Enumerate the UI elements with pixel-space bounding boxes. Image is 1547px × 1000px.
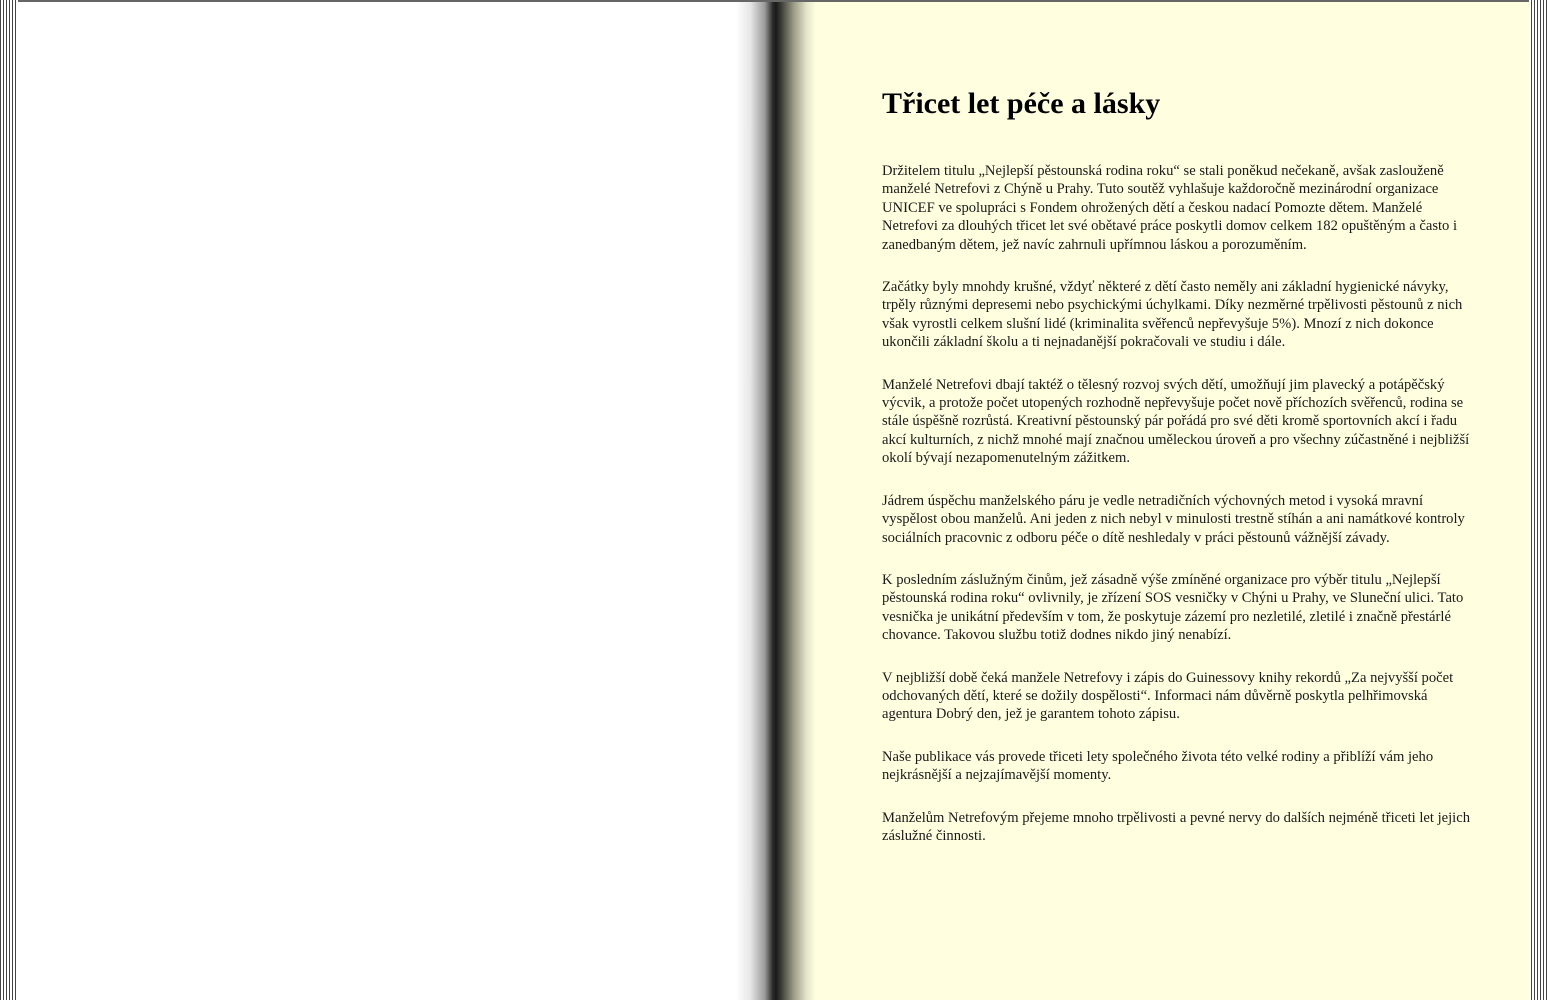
article-paragraph: K posledním záslužným činům, jež zásadně výše zmíněné organizace pro výběr titulu „Nejlepší pěstounská rodina roku“ ovlivnily, je zřízení SOS vesničky v Chýni u Prahy, ve Sluneční ulici. Tato vesnička je unikátní především v tom, že poskytuje zázemí pro nezletilé, zletilé i značně přestárlé chovance. Takovou službu totiž dodnes nikdo jiný nenabízí. — [882, 571, 1464, 644]
article-paragraph: Držitelem titulu „Nejlepší pěstounská rodina roku“ se stali poněkud nečekaně, avšak zaslouženě manželé Netrefovi z Chýně u Prahy. Tuto soutěž vyhlašuje každoročně mezinárodní organizace UNICEF ve spolupráci s Fondem ohrožených dětí a českou nadací Pomozte dětem. Manželé Netrefovi za dlouhých třicet let své obětavé práce poskytli domov celkem 182 opuštěným a často i zanedbaným dětem, jež navíc zahrnuli upřímnou láskou a porozuměním. — [882, 163, 1458, 253]
article-paragraph: Manželé Netrefovi dbají taktéž o tělesný rozvoj svých dětí, umožňují jim plavecký a potápěčský výcvik, a protože počet utopených rozhodně nepřevyšuje počet nově příchozích svěřenců, rodina se stále úspěšně rozrůstá. Kreativní pěstounský pár pořádá pro své děti kromě sportovních akcí i řadu akcí kulturních, z nichž mnohé mají značnou uměleckou úroveň a pro všechny zúčastněné i nejbližší okolí bývají nezapomenutelným zážitkem. — [882, 376, 1470, 467]
article-content — [882, 84, 1472, 869]
left-page-edges — [0, 0, 18, 1000]
article-paragraph: Začátky byly mnohdy krušné, vždyť některé z dětí často neměly ani základní hygienické návyky, trpěly různými depresemi nebo psychickými úchylkami. Díky nezměrné trpělivosti pěstounů z nich však vyrostli celkem slušní lidé (kriminalita svěřenců nepřevyšuje 5%). Mnozí z nich dokonce ukončili základní školu a ti nejnadanější pokračovali ve studiu i dále. — [882, 279, 1463, 351]
article-paragraph: Manželům Netrefovým přejeme mnoho trpělivosti a pevné nervy do dalších nejméně třiceti let jejich záslužné činnosti. — [882, 809, 1471, 844]
article-title: Třicet let péče a lásky — [882, 87, 1161, 120]
article-paragraph: V nejbližší době čeká manžele Netrefovy i zápis do Guinessovy knihy rekordů „Za nejvyšší počet odchovaných dětí, které se dožily dospělosti“. Informaci nám důvěrně poskytla pelhřimovská agentura Dobrý den, jež je garantem tohoto zápisu. — [882, 669, 1454, 723]
right-page-edges — [1529, 0, 1547, 1000]
left-page[interactable] — [18, 2, 738, 1000]
article-paragraph: Naše publikace vás provede třiceti lety společného života této velké rodiny a přiblíží vám jeho nejkrásnější a nejzajímavější momenty. — [882, 748, 1434, 784]
article-paragraph: Jádrem úspěchu manželského páru je vedle netradičních výchovných metod i vysoká mravní vyspělost obou manželů. Ani jeden z nich nebyl v minulosti trestně stíhán a ani namátkové kontroly sociálních pracovnic z odboru péče o dítě neshledaly v práci pěstounů vážnější závady. — [882, 492, 1465, 546]
book-gutter — [736, 2, 816, 1000]
